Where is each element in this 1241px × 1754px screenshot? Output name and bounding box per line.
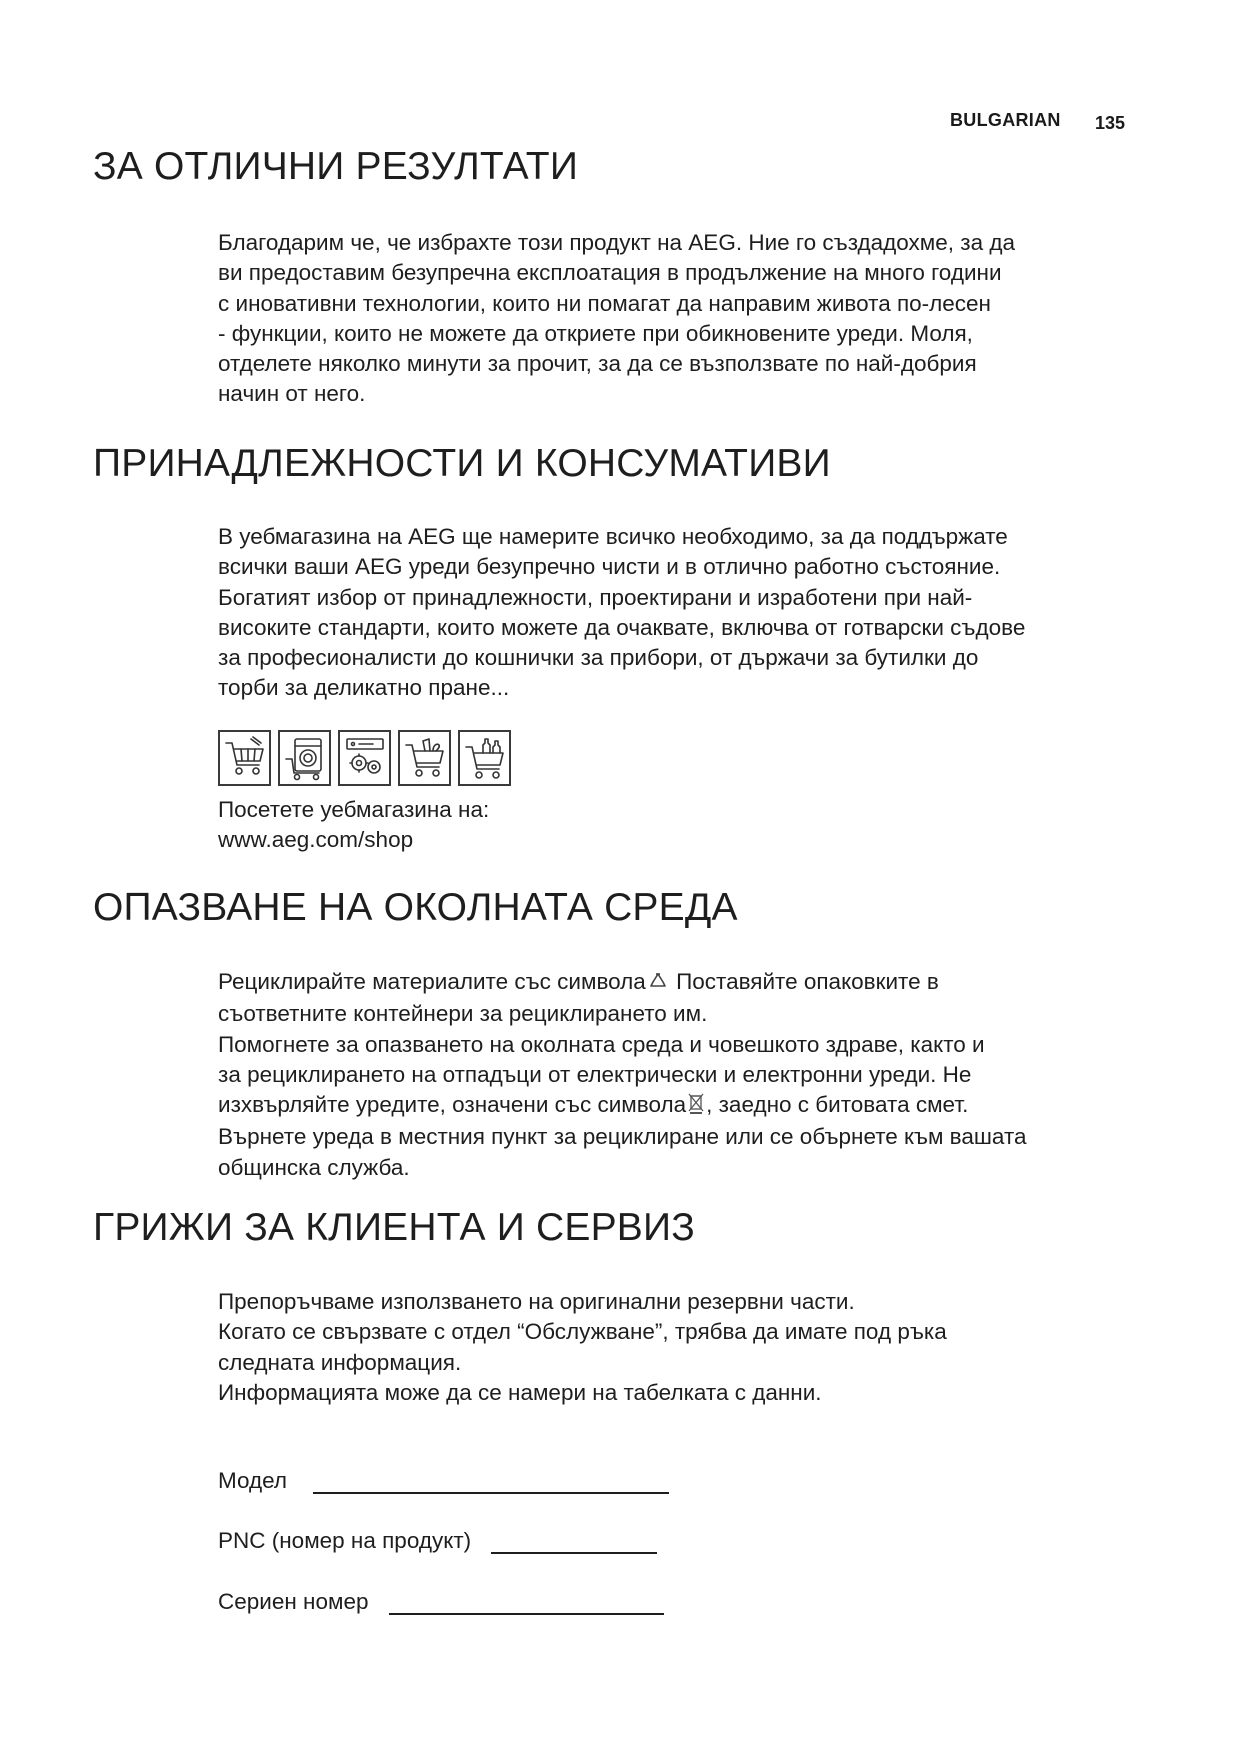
model-field[interactable] <box>313 1470 669 1494</box>
cart-cleaning-icon <box>398 730 451 786</box>
text-line: за професионалисти до кошнички за прибори, от държачи за бутилки до <box>218 645 979 671</box>
shop-visit-block <box>218 795 1148 856</box>
text-line: Информацията може да се намери на табелката с данни. <box>218 1379 822 1405</box>
text-fragment: Поставяйте опаковките в <box>676 969 939 994</box>
environment-paragraph <box>218 967 1148 1183</box>
text-fragment: Рециклирайте материалите със символа <box>218 969 646 994</box>
text-line: високите стандарти, които можете да очаквате, включва от готварски съдове <box>218 614 1026 640</box>
text-line: всички ваши AEG уреди безупречно чисти и в отлично работно състояние. <box>218 554 1001 580</box>
recycle-icon <box>648 969 668 999</box>
section-title-results: ЗА ОТЛИЧНИ РЕЗУЛТАТИ <box>93 145 579 188</box>
pnc-field-row <box>218 1528 657 1554</box>
text-fragment: , заедно с битовата смет. <box>706 1092 969 1118</box>
text-line: с иновативни технологии, които ни помагат да направим живота по-лесен <box>218 290 991 316</box>
text-line: начин от него. <box>218 381 366 407</box>
text-line: Помогнете за опазването на околната среда и човешкото здраве, както и <box>218 1031 985 1057</box>
text-line: съответните контейнери за рециклирането им. <box>218 1001 708 1027</box>
shop-url-link[interactable]: www.aeg.com/shop <box>218 827 414 853</box>
text-fragment: изхвърляйте уредите, означени със символа <box>218 1092 687 1118</box>
service-paragraph <box>218 1287 1148 1408</box>
text-line: ви предоставим безупречна експлоатация в продължение на много години <box>218 260 1002 286</box>
results-paragraph <box>218 228 1148 410</box>
section-title-accessories: ПРИНАДЛЕЖНОСТИ И КОНСУМАТИВИ <box>93 442 831 485</box>
pnc-label: PNC (номер на продукт) <box>218 1528 472 1553</box>
text-line: следната информация. <box>218 1349 462 1375</box>
model-field-row <box>218 1468 669 1494</box>
text-line: Когато се свързвате с отдел “Обслужване”, трябва да имате под ръка <box>218 1319 947 1345</box>
text-line: Върнете уреда в местния пункт за рециклиране или се обърнете към вашата <box>218 1124 1027 1150</box>
cart-bottles-icon <box>458 730 511 786</box>
text-line: - функции, които не можете да откриете при обикновените уреди. Моля, <box>218 320 973 346</box>
text-line: общинска служба. <box>218 1154 410 1180</box>
pnc-field[interactable] <box>491 1530 657 1554</box>
text-line: В уебмагазина на AEG ще намерите всичко необходимо, за да поддържате <box>218 524 1008 549</box>
text-line: торби за деликатно пране... <box>218 675 510 701</box>
shop-icon-row <box>218 730 511 788</box>
accessories-paragraph <box>218 522 1148 704</box>
crossed-bin-icon <box>688 1092 704 1122</box>
model-label: Модел <box>218 1468 288 1493</box>
text-line: отделете няколко минути за прочит, за да се възползвате по най-добрия <box>218 351 977 377</box>
cart-washing-machine-icon <box>278 730 331 786</box>
section-title-environment: ОПАЗВАНЕ НА ОКОЛНАТА СРЕДА <box>93 886 738 929</box>
text-line <box>218 1090 1148 1122</box>
text-line: за рециклирането на отпадъци от електрически и електронни уреди. Не <box>218 1061 972 1087</box>
cart-cooking-icon <box>218 730 271 786</box>
page-header <box>950 110 1140 134</box>
text-line <box>218 967 1148 999</box>
text-line: Благодарим че, че избрахте този продукт на AEG. Ние го създадохме, за да <box>218 230 1016 255</box>
cart-dishwasher-icon <box>338 730 391 786</box>
serial-label: Сериен номер <box>218 1589 369 1614</box>
language-label: BULGARIAN <box>950 110 1061 130</box>
visit-label: Посетете уебмагазина на: <box>218 797 490 822</box>
text-line: Богатият избор от принадлежности, проектирани и изработени при най- <box>218 584 973 610</box>
serial-number-field[interactable] <box>389 1591 664 1615</box>
text-line: Препоръчваме използването на оригинални резервни части. <box>218 1289 855 1314</box>
section-title-service: ГРИЖИ ЗА КЛИЕНТА И СЕРВИЗ <box>93 1206 695 1249</box>
page-number: 135 <box>1095 113 1126 133</box>
serial-field-row <box>218 1589 664 1615</box>
